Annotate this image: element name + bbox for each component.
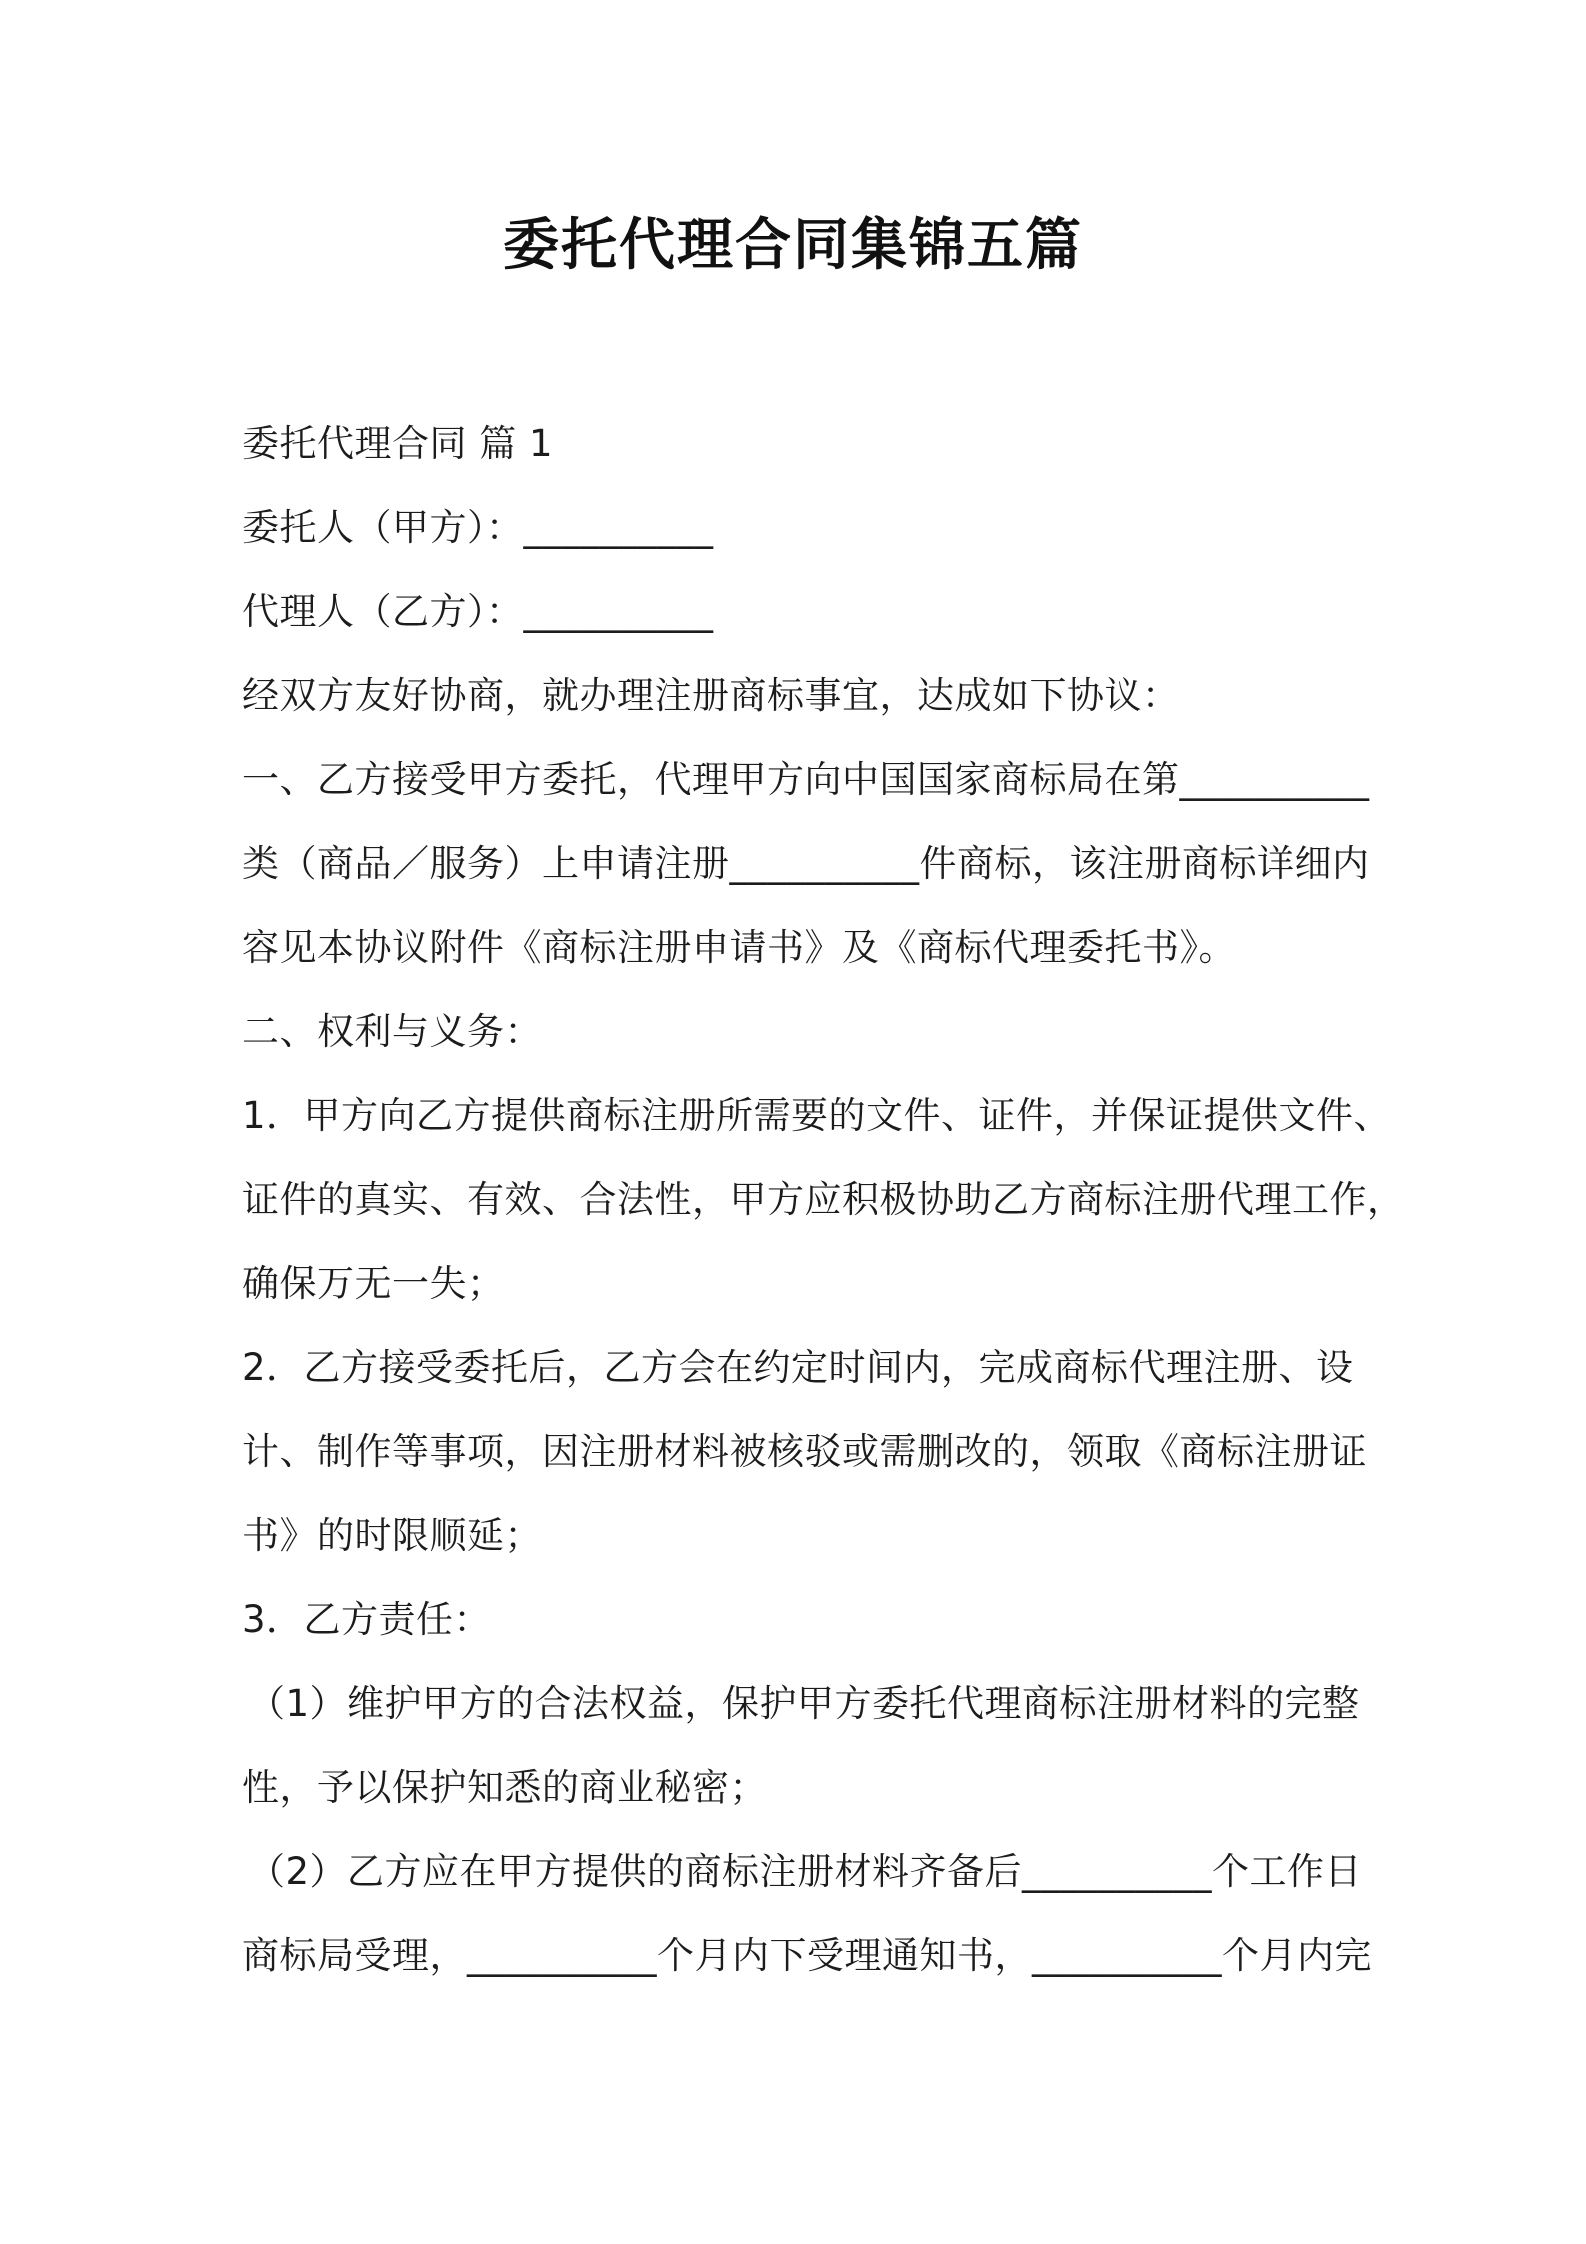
paragraph-line: 书》的时限顺延； xyxy=(242,1514,542,1557)
paragraph-line: 二、权利与义务： xyxy=(242,1010,542,1053)
paragraph-line: 类（商品／服务）上申请注册__________件商标，该注册商标详细内 xyxy=(242,842,1370,885)
paragraph-line: 经双方友好协商，就办理注册商标事宜，达成如下协议： xyxy=(242,674,1180,717)
document-title: 委托代理合同集锦五篇 xyxy=(503,213,1083,278)
paragraph-line: 计、制作等事项，因注册材料被核驳或需删改的，领取《商标注册证 xyxy=(242,1430,1367,1473)
paragraph-line: 容见本协议附件《商标注册申请书》及《商标代理委托书》。 xyxy=(242,926,1236,969)
paragraph-line: 2．乙方接受委托后，乙方会在约定时间内，完成商标代理注册、设 xyxy=(242,1346,1354,1389)
paragraph-line: 确保万无一失； xyxy=(242,1262,505,1305)
paragraph-line: 性，予以保护知悉的商业秘密； xyxy=(242,1766,767,1809)
paragraph-line: （1）维护甲方的合法权益，保护甲方委托代理商标注册材料的完整 xyxy=(248,1682,1360,1725)
paragraph-line: （2）乙方应在甲方提供的商标注册材料齐备后__________个工作日 xyxy=(248,1850,1363,1893)
agent-field: 代理人（乙方）：__________ xyxy=(242,590,714,633)
document-body xyxy=(242,402,1405,1998)
paragraph-line: 3．乙方责任： xyxy=(242,1598,492,1641)
principal-field: 委托人（甲方）：__________ xyxy=(242,506,714,549)
paragraph-line: 证件的真实、有效、合法性，甲方应积极协助乙方商标注册代理工作， xyxy=(242,1178,1405,1221)
paragraph-line: 商标局受理，__________个月内下受理通知书，__________个月内完 xyxy=(242,1934,1372,1977)
paragraph-line: 一、乙方接受甲方委托，代理甲方向中国国家商标局在第__________ xyxy=(242,758,1370,801)
section-heading: 委托代理合同 篇 1 xyxy=(242,422,554,465)
paragraph-line: 1．甲方向乙方提供商标注册所需要的文件、证件，并保证提供文件、 xyxy=(242,1094,1392,1137)
